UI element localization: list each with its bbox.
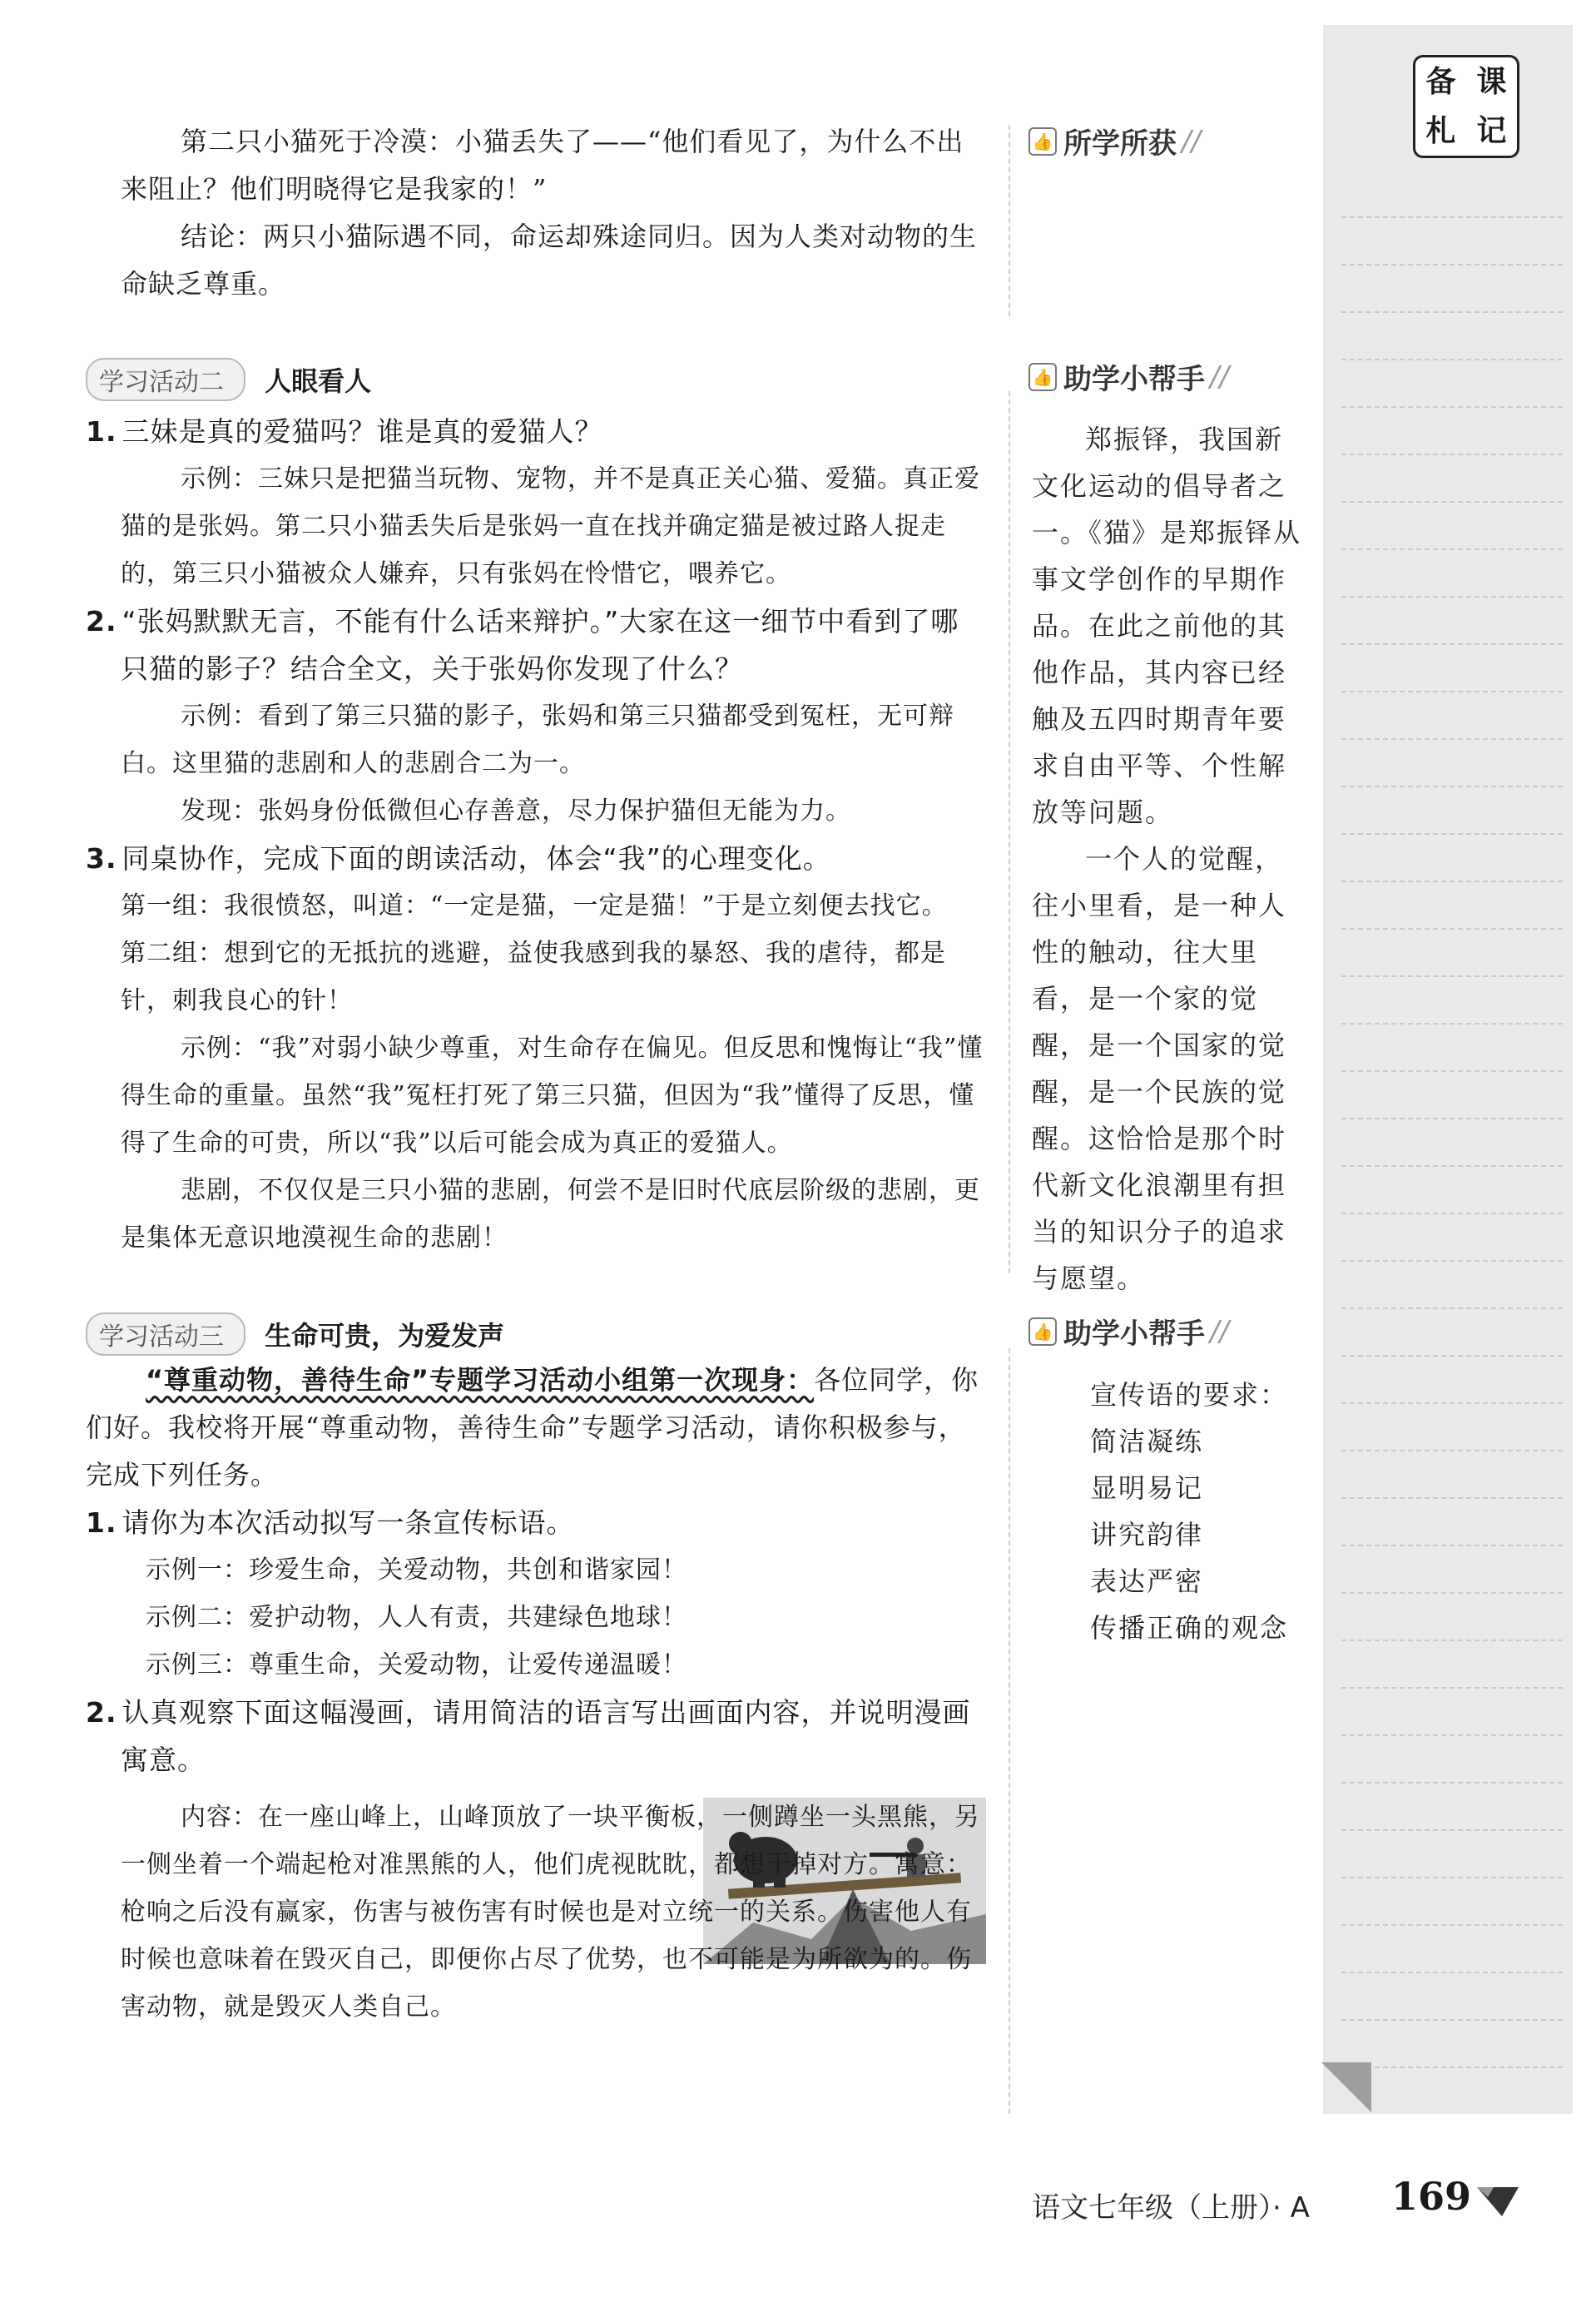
notes-ruled-line <box>1341 1260 1563 1262</box>
slogan-requirements <box>1090 1372 1323 1651</box>
notes-ruled-line <box>1341 1640 1563 1641</box>
thumbs-up-icon: 👍 <box>1028 363 1057 391</box>
question-number: 1. <box>86 1506 117 1539</box>
activity3-intro <box>86 1357 986 1499</box>
slash-decoration-icon: // <box>1210 360 1229 394</box>
side-title-gains <box>1028 121 1201 161</box>
badge-char: 备 <box>1425 64 1456 99</box>
helper-paragraph: 一个人的觉醒，往小里看，是一种人性的触动，往大里看，是一个家的觉醒，是一个国家的觉醒，是一个民族的觉醒。这恰恰是那个时代新文化浪潮里有担当的知识分子的追求与愿望。 <box>1032 843 1287 1294</box>
slogan-example: 示例一：珍爱生命，关爱动物，共创和谐家园！ <box>146 1555 687 1585</box>
notes-ruled-line <box>1341 548 1563 550</box>
requirement-item: 显明易记 <box>1090 1472 1204 1504</box>
notes-ruled-line <box>1341 2019 1563 2021</box>
notes-ruled-line <box>1341 881 1563 882</box>
question-number: 1. <box>86 415 117 448</box>
badge-char: 课 <box>1476 64 1507 99</box>
reading-group-2: 第二组：想到它的无抵抗的逃避，益使我感到我的暴怒、我的虐待，都是针，刺我良心的针！ <box>121 939 946 1015</box>
notes-ruled-line <box>1341 833 1563 835</box>
question-text: 三妹是真的爱猫吗？谁是真的爱猫人？ <box>121 415 603 448</box>
requirement-item: 简洁凝练 <box>1090 1426 1204 1457</box>
notes-ruled-line <box>1341 1497 1563 1499</box>
question-1 <box>86 408 986 455</box>
page-fold-corner <box>1321 2062 1371 2112</box>
badge-char: 札 <box>1425 113 1456 148</box>
notes-ruled-line <box>1341 1829 1563 1831</box>
notes-strip <box>1323 25 1573 2114</box>
notes-ruled-line <box>1341 501 1563 503</box>
side-title-text: 助学小帮手 <box>1063 1317 1205 1351</box>
notes-ruled-line <box>1341 786 1563 787</box>
question-number: 2. <box>86 605 117 638</box>
answer: 示例：看到了第三只猫的影子，张妈和第三只猫都受到冤枉，无可辩白。这里猫的悲剧和人的悲剧合二为一。 <box>121 702 954 778</box>
notes-ruled-line <box>1341 1734 1563 1736</box>
notes-ruled-line <box>1341 1687 1563 1689</box>
slash-decoration-icon: // <box>1210 1314 1229 1348</box>
notes-ruled-line <box>1341 1877 1563 1878</box>
top-passage <box>121 118 986 308</box>
column-divider <box>1009 125 1010 316</box>
activity2-body <box>86 408 986 1262</box>
notes-ruled-line <box>1341 1450 1563 1451</box>
notes-ruled-line <box>1341 1972 1563 1973</box>
side-title-helper <box>1028 356 1229 397</box>
notes-ruled-line <box>1341 1402 1563 1404</box>
badge-char: 记 <box>1476 113 1507 148</box>
activity-title: 人眼看人 <box>265 365 372 397</box>
activity-title: 生命可贵，为爱发声 <box>265 1320 505 1352</box>
question-text: 请你为本次活动拟写一条宣传标语。 <box>121 1506 575 1539</box>
answer: 示例：“我”对弱小缺少尊重，对生命存在偏见。但反思和愧悔让“我”懂得生命的重量。虽然“我”冤枉打死了第三只猫，但因为“我”懂得了反思，懂得了生命的可贵，所以“我”以后可能会成为真正的爱猫人。 <box>121 1034 984 1158</box>
paragraph: 结论：两只小猫际遇不同，命运却殊途同归。因为人类对动物的生命缺乏尊重。 <box>121 221 978 300</box>
side-title-text: 助学小帮手 <box>1063 363 1205 396</box>
activity2-header <box>86 358 371 401</box>
notes-ruled-line <box>1341 2066 1563 2068</box>
answer: 悲剧，不仅仅是三只小猫的悲剧，何尝不是旧时代底层阶级的悲剧，更是集体无意识地漠视生命的悲剧！ <box>121 1176 980 1253</box>
notes-ruled-line <box>1341 1165 1563 1167</box>
answer: 示例：三妹只是把猫当玩物、宠物，并不是真正关心猫、爱猫。真正爱猫的是张妈。第二只小猫丢失后是张妈一直在找并确定猫是被过路人捉走的，第三只小猫被众人嫌弃，只有张妈在怜惜它，喂养它。 <box>121 464 980 588</box>
notes-ruled-line <box>1341 1355 1563 1357</box>
side-title-helper-2 <box>1028 1311 1229 1352</box>
notes-ruled-line <box>1341 691 1563 692</box>
slogan-example: 示例三：尊重生命，关爱动物，让爱传递温暖！ <box>146 1650 687 1679</box>
question-number: 2. <box>86 1696 117 1729</box>
activity3-body <box>86 1357 986 1784</box>
notes-ruled-line <box>1341 975 1563 977</box>
notes-ruled-line <box>1341 1307 1563 1309</box>
notes-ruled-line <box>1341 1070 1563 1072</box>
thumbs-up-icon: 👍 <box>1028 127 1057 156</box>
notes-badge <box>1413 55 1519 158</box>
notes-ruled-line <box>1341 264 1563 265</box>
question-3 <box>86 835 986 882</box>
notes-ruled-line <box>1341 454 1563 455</box>
notes-ruled-line <box>1341 1592 1563 1594</box>
notes-ruled-line <box>1341 1213 1563 1214</box>
notes-ruled-line <box>1341 1023 1563 1025</box>
answer: 发现：张妈身份低微但心存善意，尽力保护猫但无能为力。 <box>181 796 851 826</box>
cartoon-answer <box>121 1794 980 2031</box>
notes-ruled-line <box>1341 1782 1563 1784</box>
thumbs-up-icon: 👍 <box>1028 1317 1057 1346</box>
page-corner-mark-icon <box>1473 2179 1523 2224</box>
column-divider <box>1009 391 1010 1273</box>
requirement-item: 宣传语的要求： <box>1090 1379 1289 1411</box>
column-divider <box>1009 1348 1010 2114</box>
page-number: 169 <box>1391 2174 1472 2219</box>
book-title-footer: 语文七年级（上册）· A <box>1032 2191 1310 2225</box>
intro-heading: “尊重动物，善待生命”专题学习活动小组第一次现身： <box>146 1364 815 1396</box>
helper-note-1 <box>1032 416 1306 1302</box>
notes-ruled-line <box>1341 406 1563 408</box>
question-2 <box>86 1689 986 1784</box>
question-1 <box>86 1499 986 1546</box>
reading-group-1: 第一组：我很愤怒，叫道：“一定是猫，一定是猫！”于是立刻便去找它。 <box>121 891 948 920</box>
helper-paragraph: 郑振铎，我国新文化运动的倡导者之一。《猫》是郑振铎从事文学创作的早期作品。在此之前他的其他作品，其内容已经触及五四时期青年要求自由平等、个性解放等问题。 <box>1032 424 1302 828</box>
notes-ruled-line <box>1341 928 1563 930</box>
question-2 <box>86 598 986 692</box>
requirement-item: 表达严密 <box>1090 1565 1204 1597</box>
intro-text: 各位同学，你们好。我校将开展“尊重动物，善待生命”专题学习活动，请你积极参与，完成下列任务。 <box>86 1364 979 1491</box>
notes-ruled-line <box>1341 1118 1563 1119</box>
notes-ruled-line <box>1341 1545 1563 1546</box>
side-title-text: 所学所获 <box>1063 127 1177 161</box>
notes-ruled-line <box>1341 216 1563 218</box>
requirement-item: 传播正确的观念 <box>1090 1612 1289 1644</box>
question-text: “张妈默默无言，不能有什么话来辩护。”大家在这一细节中看到了哪只猫的影子？结合全文，关于张妈你发现了什么？ <box>121 605 959 685</box>
slash-decoration-icon: // <box>1182 124 1201 158</box>
question-text: 同桌协作，完成下面的朗读活动，体会“我”的心理变化。 <box>121 842 831 875</box>
notes-ruled-line <box>1341 359 1563 360</box>
notes-ruled-line <box>1341 596 1563 598</box>
answer: 内容：在一座山峰上，山峰顶放了一块平衡板，一侧蹲坐一头黑熊，另一侧坐着一个端起枪对准黑熊的人，他们虎视眈眈，都想干掉对方。寓意：枪响之后没有赢家，伤害与被伤害有时候也是对立统一的关系。伤害他人有时候也意味着在毁灭自己，即便你占尽了优势，也不可能是为所欲为的。伤害动物，就是毁灭人类自己。 <box>121 1803 980 2022</box>
notes-ruled-line <box>1341 1924 1563 1926</box>
activity-tag: 学习活动三 <box>86 1312 245 1356</box>
question-number: 3. <box>86 842 117 875</box>
notes-ruled-line <box>1341 738 1563 740</box>
slogan-example: 示例二：爱护动物，人人有责，共建绿色地球！ <box>146 1603 687 1632</box>
notes-ruled-line <box>1341 311 1563 313</box>
paragraph: 第二只小猫死于冷漠：小猫丢失了——“他们看见了，为什么不出来阻止？他们明晓得它是我家的！” <box>121 126 964 205</box>
activity-tag: 学习活动二 <box>86 358 245 401</box>
requirement-item: 讲究韵律 <box>1090 1519 1204 1550</box>
notes-ruled-line <box>1341 643 1563 645</box>
activity3-header <box>86 1312 504 1356</box>
question-text: 认真观察下面这幅漫画，请用简洁的语言写出画面内容，并说明漫画寓意。 <box>121 1696 971 1776</box>
